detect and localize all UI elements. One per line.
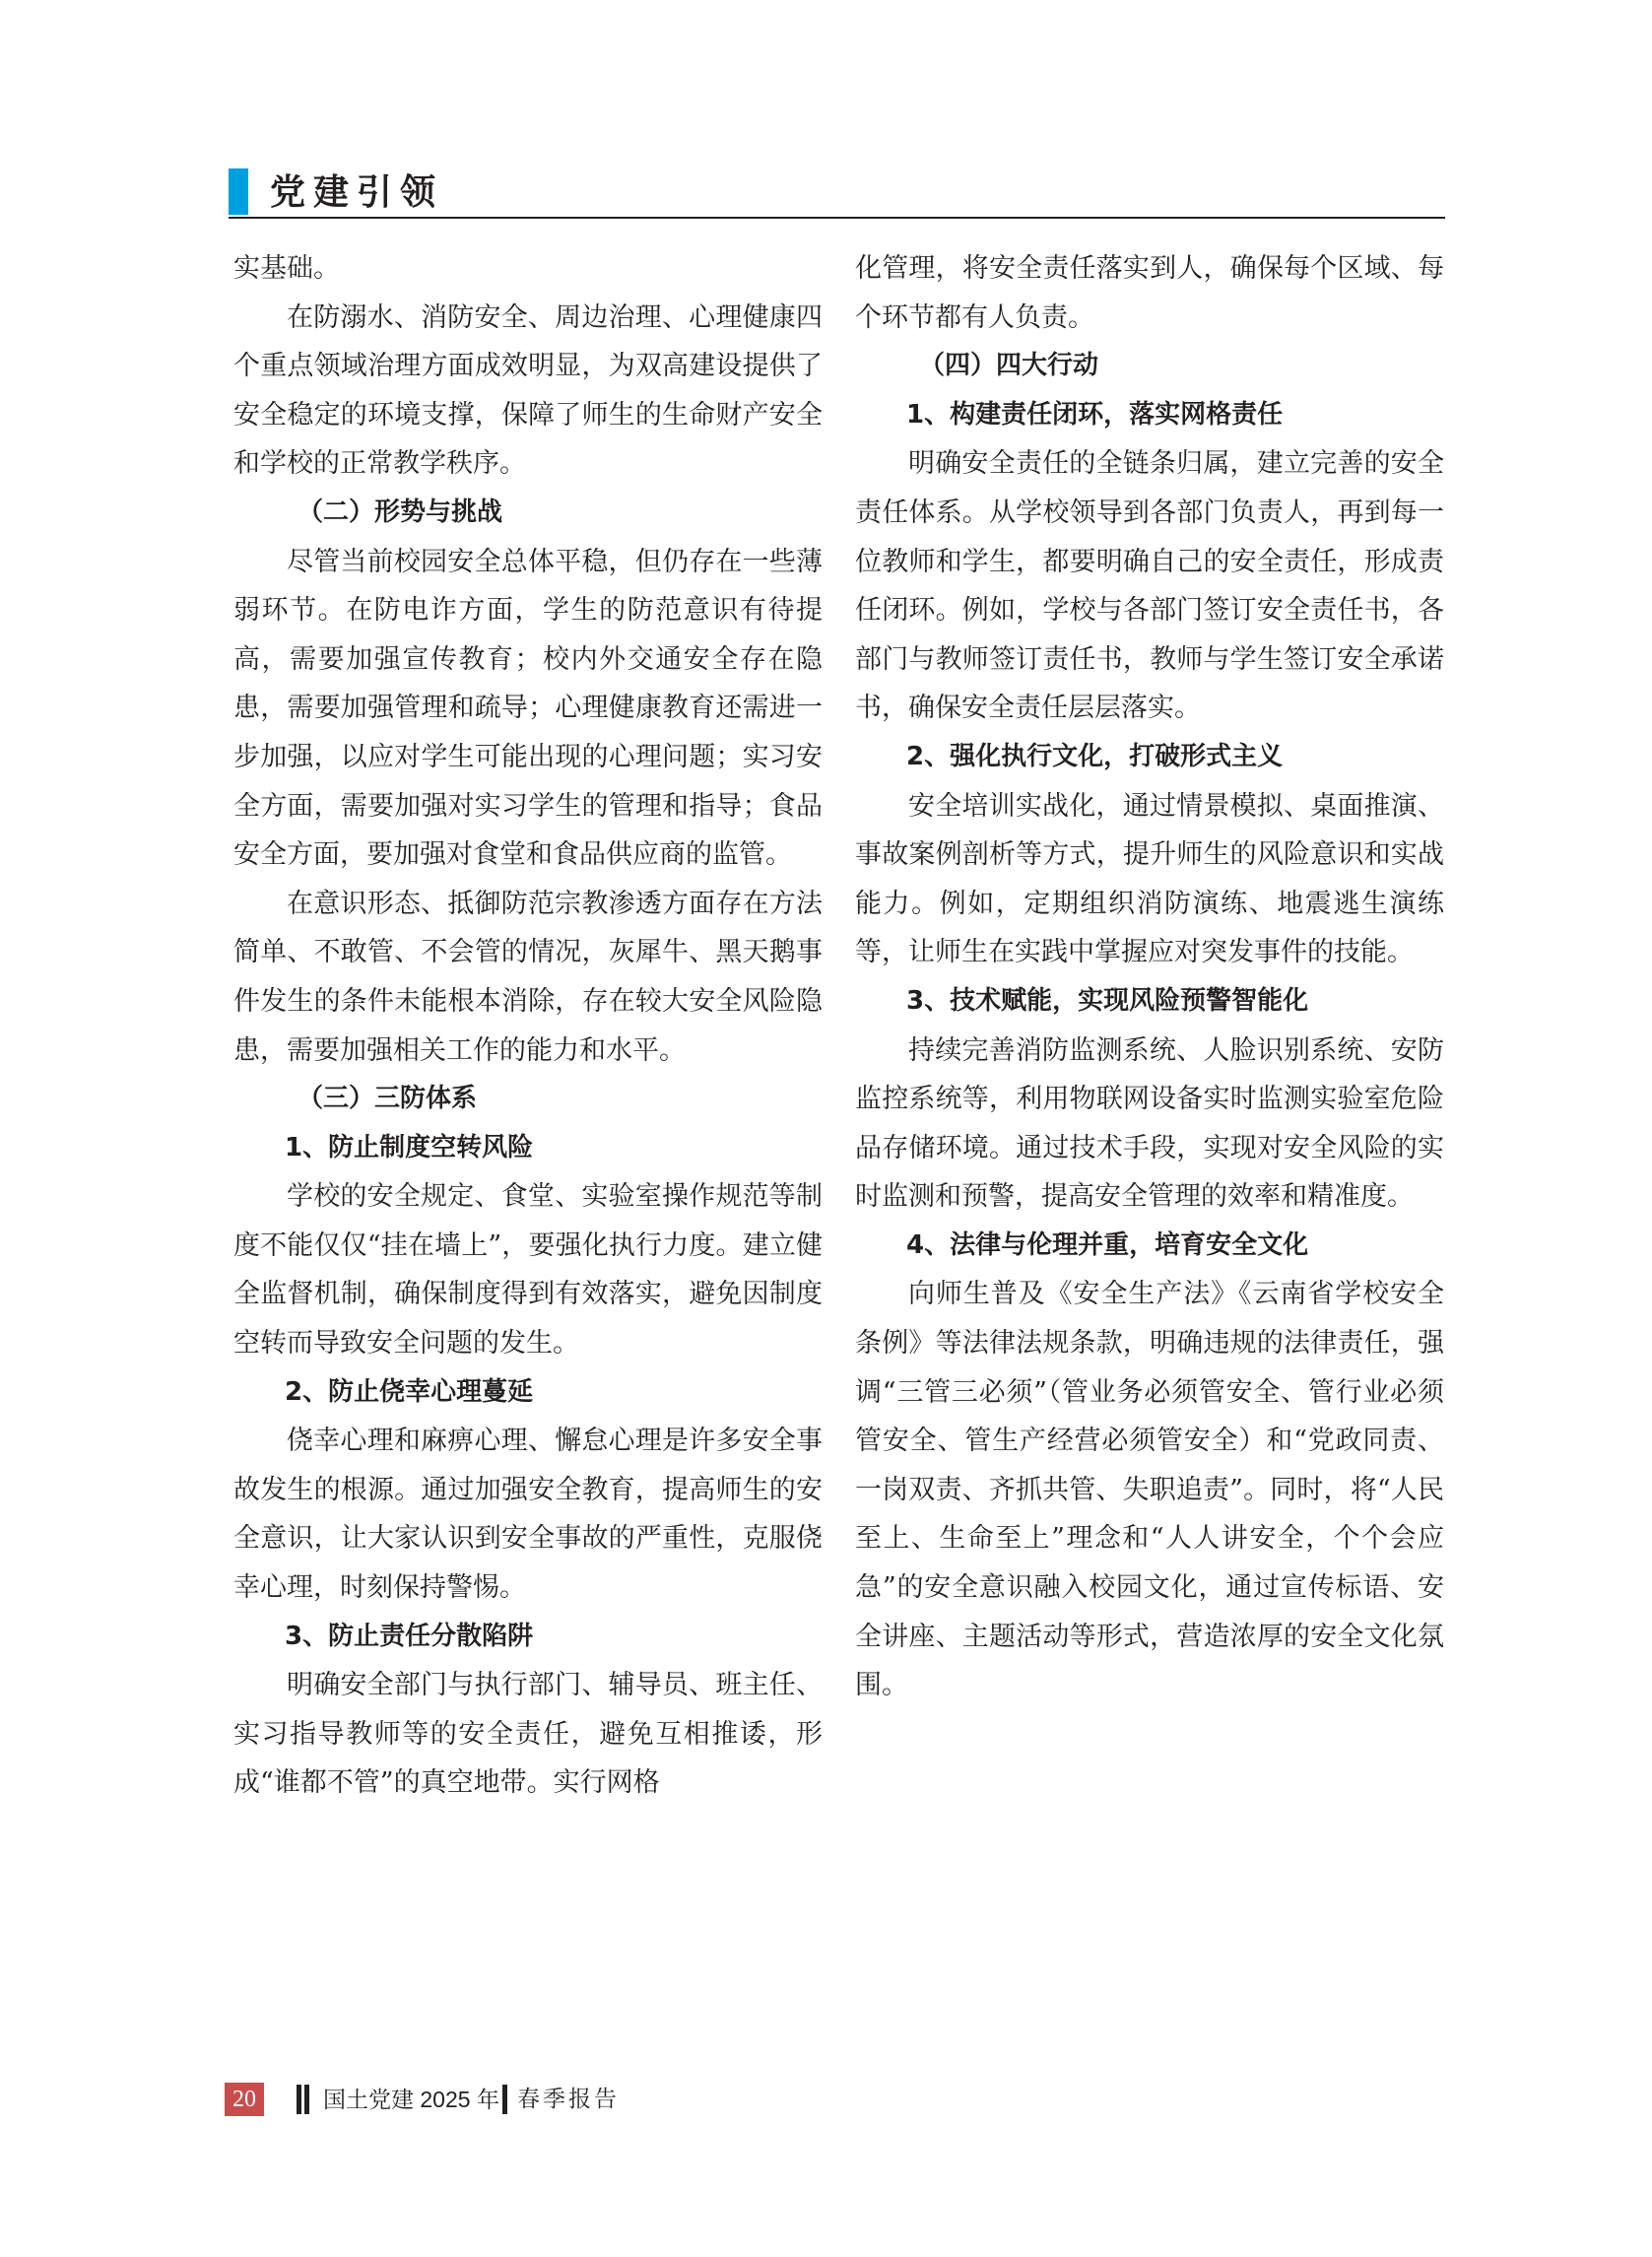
section-heading: （三）三防体系 [297, 1084, 478, 1114]
right-column [855, 244, 1444, 1710]
header-accent-bar [229, 168, 248, 215]
subsection-heading: 3、技术赋能，实现风险预警智能化 [906, 985, 1309, 1016]
page-number: 20 [225, 2083, 264, 2116]
subsection-heading: 2、防止侥幸心理蔓延 [285, 1376, 534, 1407]
paragraph: 安全培训实战化，通过情景模拟、桌面推演、事故案例剖析等方式，提升师生的风险意识和实战能力。例如，定期组织消防演练、地震逃生演练等，让师生在实践中掌握应对突发事件的技能。 [855, 790, 1444, 968]
subsection-heading: 1、构建责任闭环，落实网格责任 [906, 399, 1284, 430]
issue-name: 春季报告 [517, 2087, 620, 2112]
subsection-heading: 3、防止责任分散陷阱 [285, 1621, 534, 1651]
paragraph: 学校的安全规定、食堂、实验室操作规范等制度不能仅仅“挂在墙上”，要强化执行力度。建立健全监督机制，确保制度得到有效落实，避免因制度空转而导致安全问题的发生。 [233, 1181, 823, 1360]
paragraph: 在意识形态、抵御防范宗教渗透方面存在方法简单、不敢管、不会管的情况，灰犀牛、黑天鹅事件发生的条件未能根本消除，存在较大安全风险隐患，需要加强相关工作的能力和水平。 [233, 888, 823, 1066]
section-header [229, 163, 1445, 219]
paragraph: 向师生普及《安全生产法》《云南省学校安全条例》等法律法规条款，明确违规的法律责任，强调“三管三必须”（管业务必须管安全、管行业必须管安全、管生产经营必须管安全）和“党政同责、一岗双责、齐抓共管、失职追责”。同时，将“人民至上、生命至上”理念和“人人讲安全，个个会应急”的安全意识融入校园文化，通过宣传标语、安全讲座、主题活动等形式，营造浓厚的安全文化氛围。 [855, 1279, 1444, 1701]
continued-paragraph: 化管理，将安全责任落实到人，确保每个区域、每个环节都有人负责。 [855, 253, 1444, 333]
section-title: 党建引领 [270, 172, 444, 213]
publication-name: 国土党建 2025 年 [323, 2087, 499, 2112]
footer-divider-bar [304, 2085, 309, 2114]
paragraph: 在防溺水、消防安全、周边治理、心理健康四个重点领域治理方面成效明显，为双高建设提供了安全稳定的环境支撑，保障了师生的生命财产安全和学校的正常教学秩序。 [233, 301, 823, 480]
page-footer [225, 2083, 816, 2118]
continued-paragraph: 实基础。 [233, 253, 340, 284]
subsection-heading: 2、强化执行文化，打破形式主义 [906, 741, 1284, 771]
footer-divider-bar [502, 2085, 507, 2114]
footer-divider-bar [297, 2085, 301, 2114]
paragraph: 侥幸心理和麻痹心理、懈怠心理是许多安全事故发生的根源。通过加强安全教育，提高师生的安全意识，让大家认识到安全事故的严重性，克服侥幸心理，时刻保持警惕。 [233, 1426, 823, 1604]
left-column [233, 244, 823, 1808]
paragraph: 持续完善消防监测系统、人脸识别系统、安防监控系统等，利用物联网设备实时监测实验室危险品存储环境。通过技术手段，实现对安全风险的实时监测和预警，提高安全管理的效率和精准度。 [855, 1034, 1444, 1213]
paragraph: 明确安全责任的全链条归属，建立完善的安全责任体系。从学校领导到各部门负责人，再到每一位教师和学生，都要明确自己的安全责任，形成责任闭环。例如，学校与各部门签订安全责任书，各部门与教师签订责任书，教师与学生签订安全承诺书，确保安全责任层层落实。 [855, 448, 1444, 724]
subsection-heading: 1、防止制度空转风险 [285, 1132, 534, 1162]
section-heading: （四）四大行动 [919, 351, 1099, 381]
paragraph: 明确安全部门与执行部门、辅导员、班主任、实习指导教师等的安全责任，避免互相推诿，形成“谁都不管”的真空地带。实行网格 [233, 1670, 823, 1799]
section-heading: （二）形势与挑战 [297, 497, 503, 527]
subsection-heading: 4、法律与伦理并重，培育安全文化 [906, 1229, 1309, 1260]
paragraph: 尽管当前校园安全总体平稳，但仍存在一些薄弱环节。在防电诈方面，学生的防范意识有待提高，需要加强宣传教育；校内外交通安全存在隐患，需要加强管理和疏导；心理健康教育还需进一步加强，以应对学生可能出现的心理问题；实习安全方面，需要加强对实习学生的管理和指导；食品安全方面，要加强对食堂和食品供应商的监管。 [233, 546, 823, 871]
